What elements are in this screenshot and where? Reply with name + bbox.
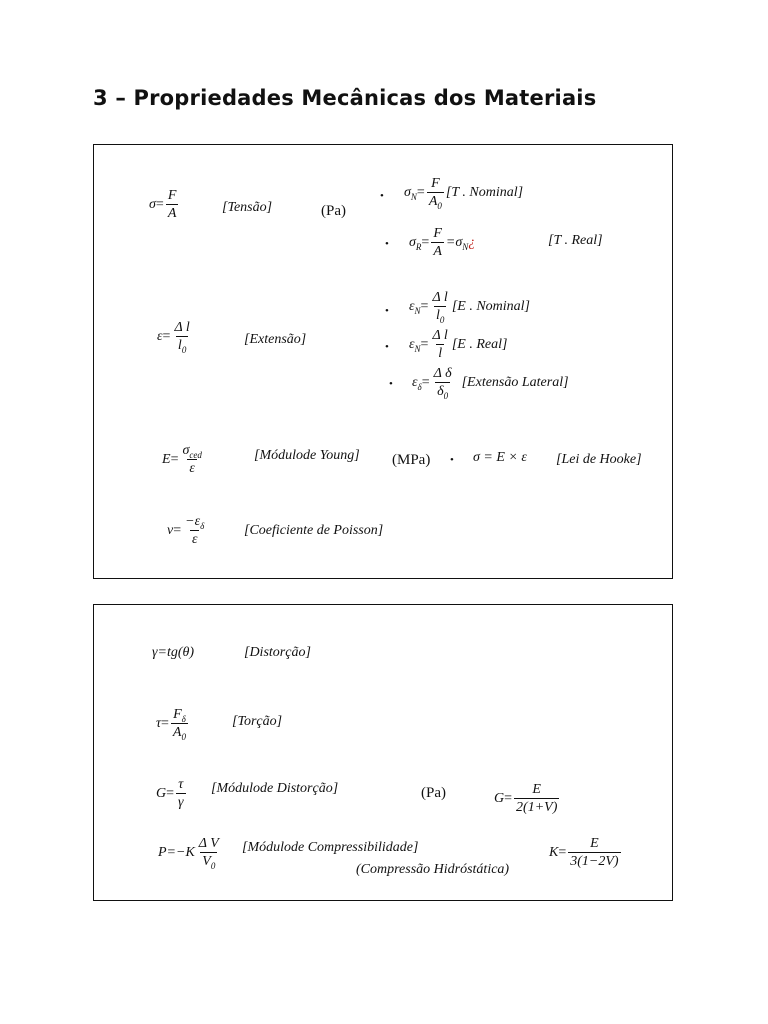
formula-extensao: ε = $\frac{\text{Δ l}}{l_0}$ xyxy=(157,320,190,355)
label-torcao: [Torção] xyxy=(232,714,283,729)
formula-nominal-stress: σ N = $\frac{F}{A_0}$ [T . Nominal] xyxy=(404,176,524,211)
formula-torcao: τ = $\frac{F_\delta}{A_0}$ xyxy=(156,707,186,742)
formula-real-stress: σ R = $\frac{F}{A}$ =σ N ¿ xyxy=(409,226,476,259)
formula-nominal-strain: ε N = $\frac{\text{Δ l}}{l_0}$ [E . Nominal] xyxy=(409,290,530,325)
formula-real-strain: ε N = $\frac{\text{Δ l}}{l}$ [E . Real] xyxy=(409,328,508,361)
note-compressao-hidrostatica: (Compressão Hidróstática) xyxy=(356,862,510,877)
formula-compressibility: P=−K $\frac{\text{Δ V}}{V_0}$ xyxy=(158,836,219,871)
label-young: [Módulode Young] xyxy=(254,448,360,463)
formula-young: E = $\frac{\sigma_{ced}}{\varepsilon}$ xyxy=(162,443,202,476)
label-distorcao: [Distorção] xyxy=(244,645,311,660)
label-hooke: [Lei de Hooke] xyxy=(556,452,642,467)
formula-g: G = $\frac{E}{2(1+V)}$ xyxy=(494,782,558,815)
formula-lateral-strain: ε δ = $\frac{\text{Δ δ}}{\delta_0}$ [Extensão Lateral] xyxy=(412,366,569,401)
label-real-stress: [T . Real] xyxy=(548,233,603,248)
page-title: 3 – Propriedades Mecânicas dos Materiais xyxy=(93,86,597,110)
unit-pa: (Pa) xyxy=(321,203,346,219)
unit-pa: (Pa) xyxy=(421,785,446,801)
formula-distorcao: γ=tg(θ) xyxy=(152,645,195,660)
bullet: • xyxy=(389,378,393,390)
bullet: • xyxy=(385,341,389,353)
bullet: • xyxy=(385,238,389,250)
formula-box-stress-strain xyxy=(93,144,673,579)
label-compressibility: [Módulode Compressibilidade] xyxy=(242,840,419,855)
unit-mpa: (MPa) xyxy=(392,452,431,468)
label-mod-distorcao: [Módulode Distorção] xyxy=(211,781,339,796)
formula-k: K = $\frac{E}{3(1-2V)}$ xyxy=(549,836,619,869)
label-poisson: [Coeficiente de Poisson] xyxy=(244,523,384,538)
label-extensao: [Extensão] xyxy=(244,332,307,347)
formula-tensao: σ = $\frac{F}{A}$ xyxy=(149,188,177,221)
bullet: • xyxy=(380,190,384,202)
bullet: • xyxy=(450,454,454,466)
label-tensao: [Tensão] xyxy=(222,200,273,215)
formula-hooke: σ = E × ε xyxy=(473,450,527,465)
formula-box-shear-compression xyxy=(93,604,673,901)
formula-mod-distorcao: G = $\frac{\tau}{\gamma}$ xyxy=(156,777,184,810)
formula-poisson: v = $\frac{-\varepsilon_\delta}{\varepsilon}$ xyxy=(167,514,205,547)
bullet: • xyxy=(385,305,389,317)
